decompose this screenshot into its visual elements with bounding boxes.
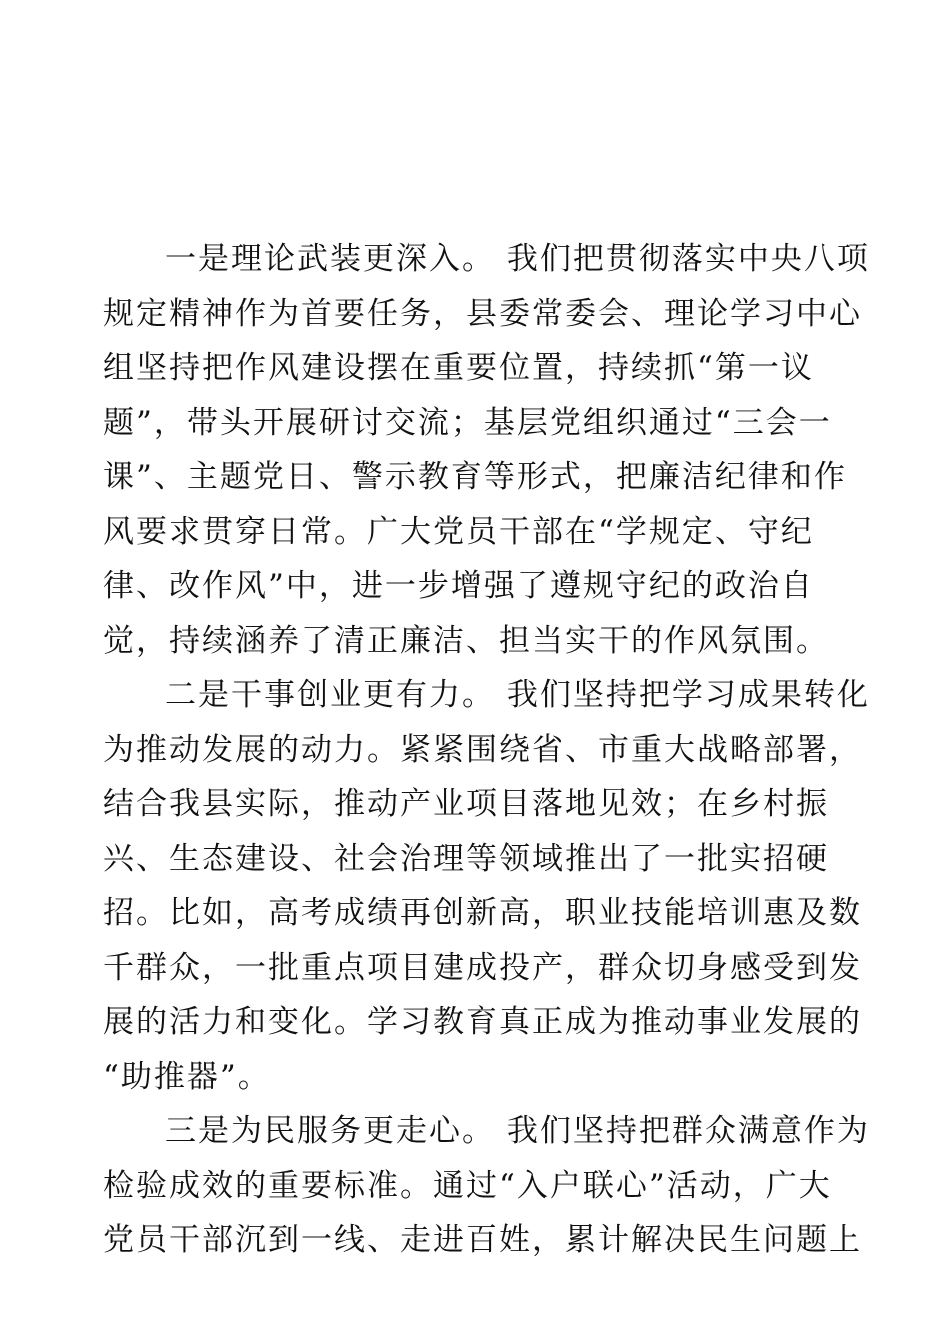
paragraph-3-line-2: 检验成效的重要标准。通过“入户联心”活动，广大 [103,1167,832,1204]
paragraph-1-line-7: 律、改作风”中，进一步增强了遵规守纪的政治自 [103,568,814,604]
document-body [103,232,870,1268]
paragraph-3-line-1: 三是为民服务更走心。 我们坚持把群众满意作为 [165,1113,870,1149]
paragraph-2-line-3: 结合我县实际，推动产业项目落地见效；在乡村振 [103,786,829,822]
paragraph-2-line-5: 招。比如，高考成绩再创新高，职业技能培训惠及数 [103,895,862,931]
paragraph-2-line-6: 千群众，一批重点项目建成投产，群众切身感受到发 [103,949,862,986]
paragraph-1-line-8: 觉，持续涵养了清正廉洁、担当实干的作风氛围。 [103,622,829,659]
paragraph-1-line-3: 组坚持把作风建设摆在重要位置，持续抓“第一议 [103,350,814,386]
paragraph-2-line-8: “助推器”。 [103,1058,271,1095]
paragraph-3-line-3: 党员干部沉到一线、走进百姓，累计解决民生问题上 [103,1222,862,1258]
paragraph-2-line-1: 二是干事创业更有力。 我们坚持把学习成果转化 [165,677,870,713]
paragraph-1-line-6: 风要求贯穿日常。广大党员干部在“学规定、守纪 [103,513,814,550]
paragraph-1-line-1: 一是理论武装更深入。 我们把贯彻落实中央八项 [165,241,870,277]
paragraph-2-line-7: 展的活力和变化。学习教育真正成为推动事业发展的 [103,1004,862,1040]
paragraph-1-line-2: 规定精神作为首要任务，县委常委会、理论学习中心 [103,295,862,332]
paragraph-2-line-4: 兴、生态建设、社会治理等领域推出了一批实招硬 [103,840,829,877]
paragraph-1-line-5: 课”、主题党日、警示教育等形式，把廉洁纪律和作 [103,459,847,495]
paragraph-2-line-2: 为推动发展的动力。紧紧围绕省、市重大战略部署， [103,731,862,768]
paragraph-1-line-4: 题”，带头开展研讨交流；基层党组织通过“三会一 [103,404,832,441]
